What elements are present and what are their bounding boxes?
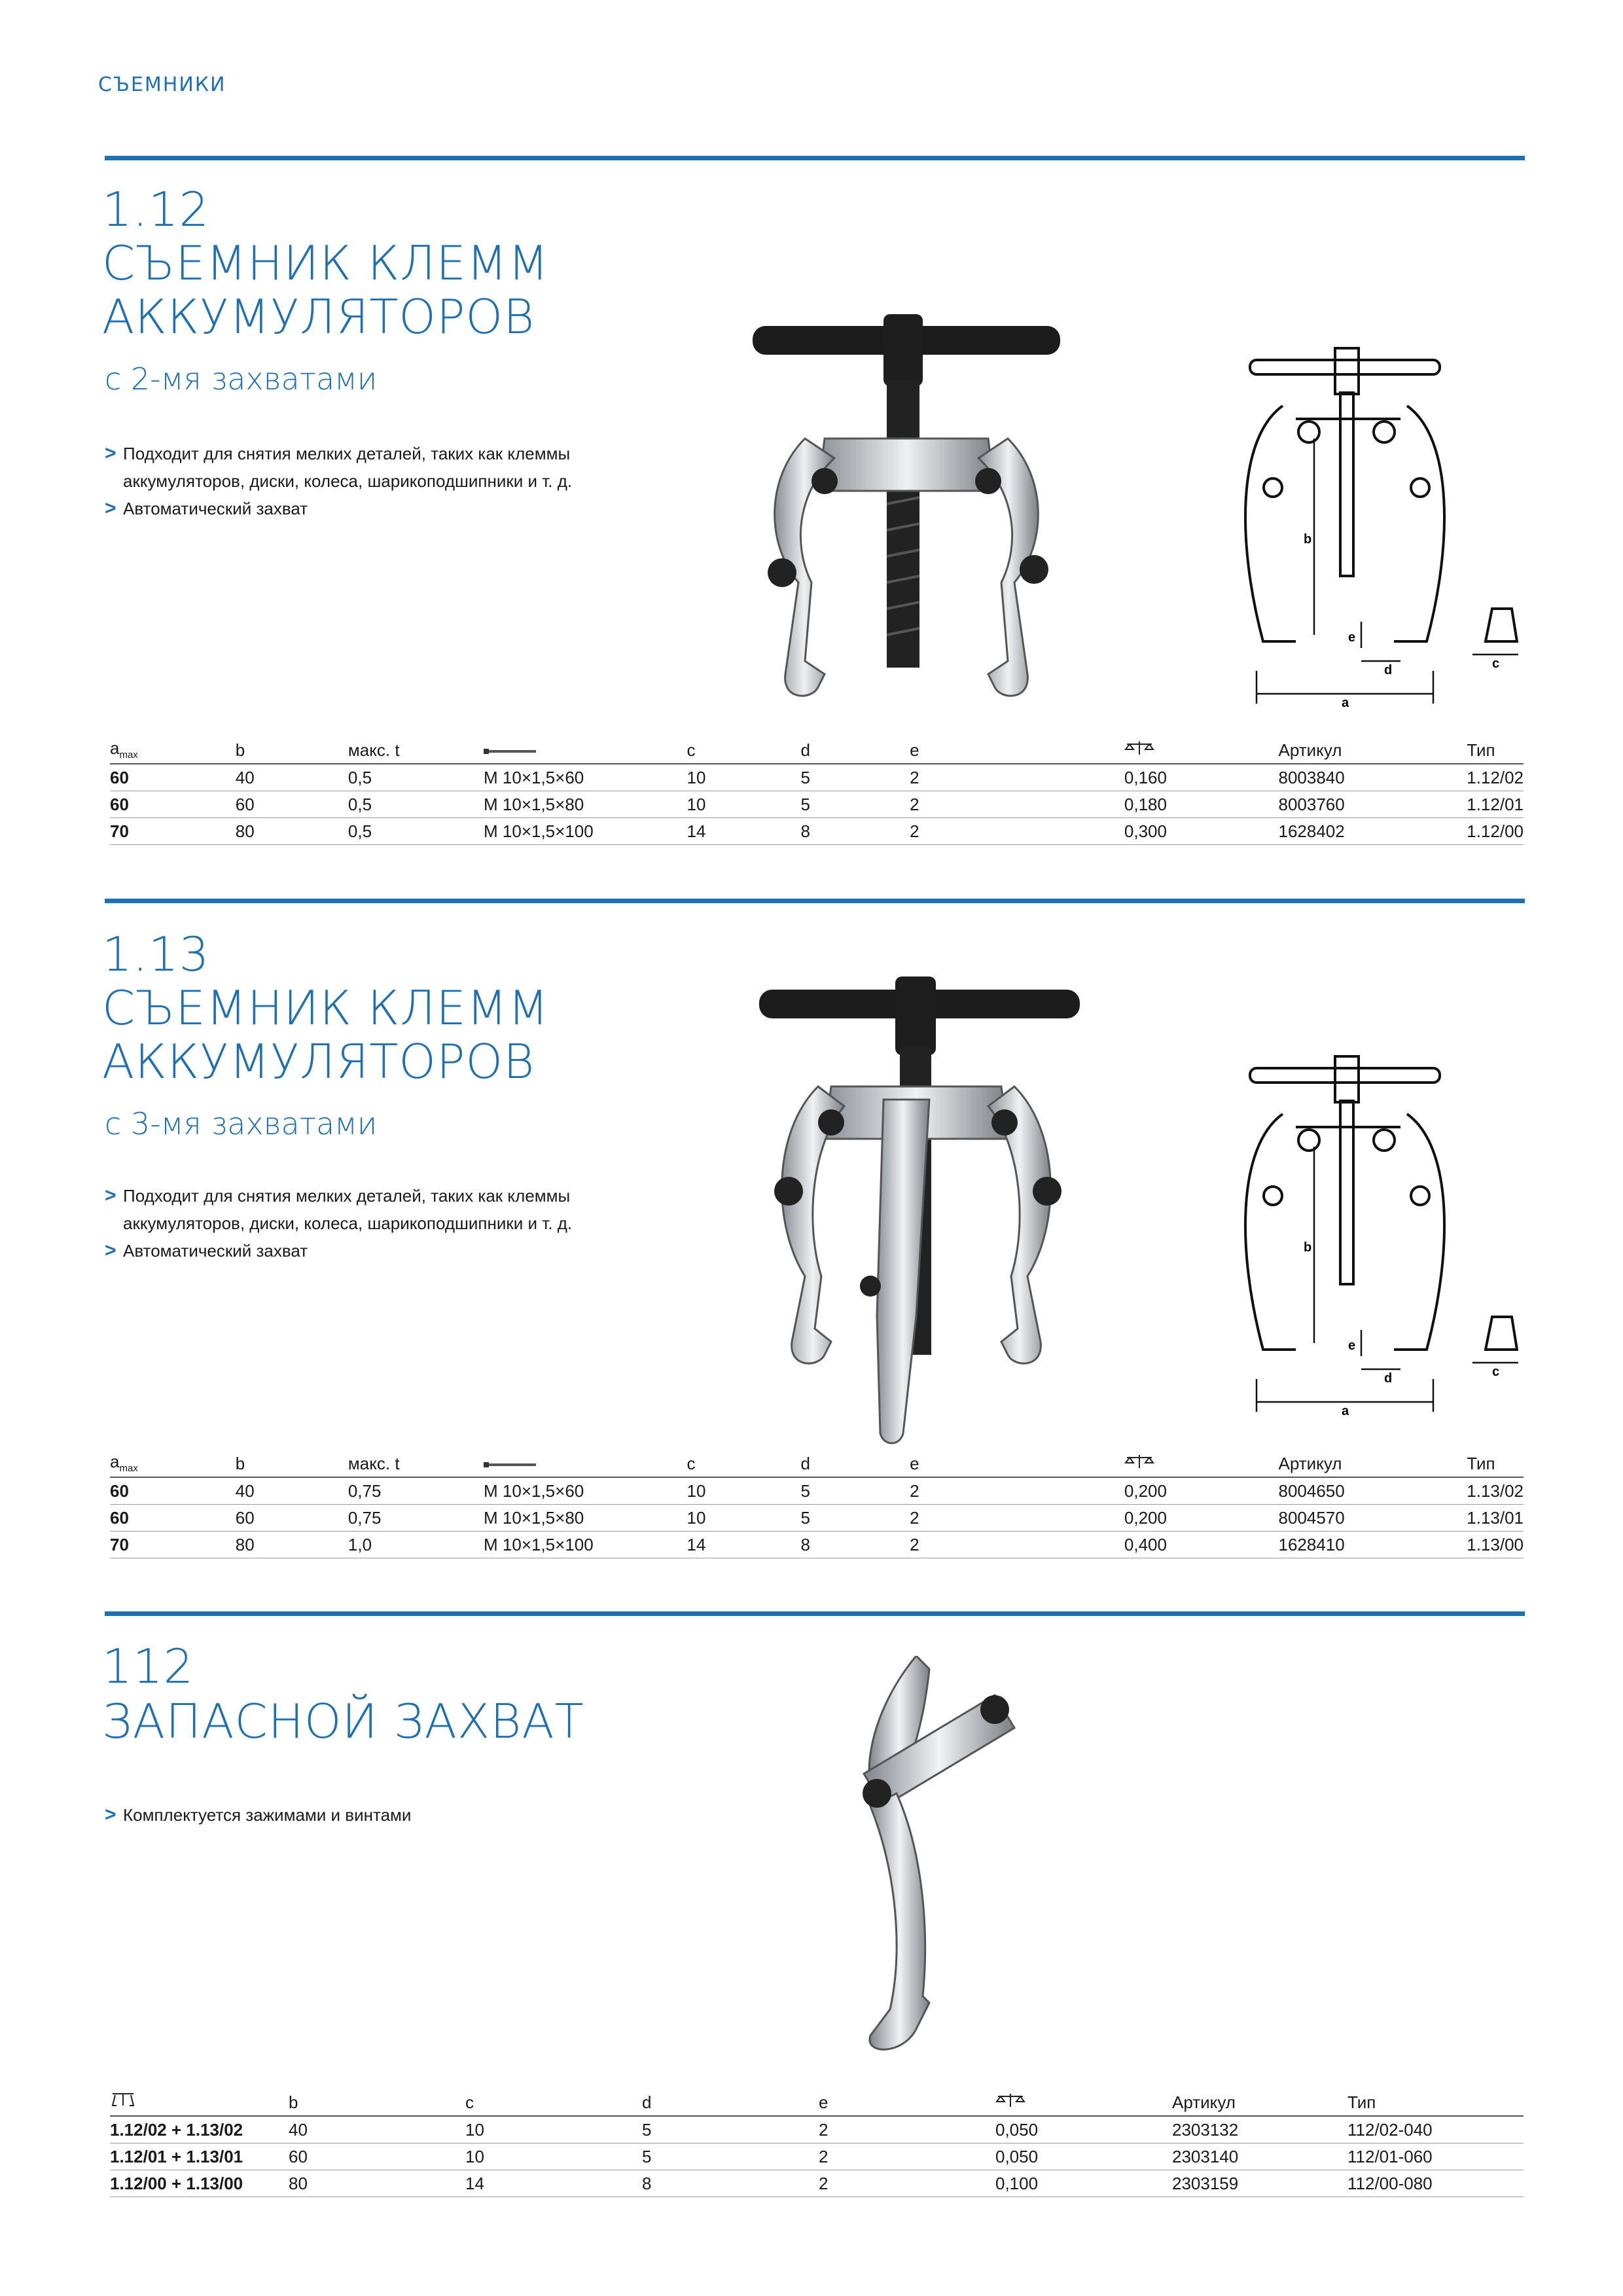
table-row: 1.12/01 + 1.13/01 60 10 5 2 0,050 2303140 112/01-060 xyxy=(110,2144,1524,2170)
scale-icon xyxy=(1124,1454,1154,1469)
col-header-b: b xyxy=(236,736,348,764)
col-header-article: Артикул xyxy=(1278,736,1467,764)
col-header-article: Артикул xyxy=(1172,2088,1347,2116)
col-header-type: Тип xyxy=(1347,2088,1524,2116)
section-subtitle: с 2-мя захватами xyxy=(105,361,378,397)
table-row: 60 60 0,5 M 10×1,5×80 10 5 2 0,180 8003760 1.12/01 xyxy=(110,791,1524,818)
arrow-icon: > xyxy=(105,442,116,464)
section-number: 1.13 xyxy=(102,927,210,982)
section-divider xyxy=(105,1611,1525,1616)
section-title-line2: АККУМУЛЯТОРОВ xyxy=(102,289,535,344)
puller-3-jaw-photo xyxy=(753,975,1093,1446)
table-header-row xyxy=(110,1449,1524,1477)
dim-label-e: e xyxy=(1348,1338,1356,1353)
section-title-line1: СЪЕМНИК КЛЕММ xyxy=(102,980,550,1035)
col-header-screw xyxy=(484,736,687,764)
section-tag: СЪЕМНИКИ xyxy=(98,73,226,96)
feature-item: > Подходит для снятия мелких деталей, таких как клеммы аккумуляторов, диски, колеса, шарикоподшипники и т. д. xyxy=(105,1182,602,1237)
section-subtitle: с 3-мя захватами xyxy=(105,1106,378,1141)
col-header-t: макс. t xyxy=(348,736,484,764)
col-header-type: Тип xyxy=(1467,1449,1524,1477)
puller-icon xyxy=(110,2091,136,2108)
dim-label-b: b xyxy=(1304,1240,1312,1255)
col-header-e: e xyxy=(910,1449,1124,1477)
table-row: 70 80 1,0 M 10×1,5×100 14 8 2 0,400 1628410 1.13/00 xyxy=(110,1532,1524,1558)
col-header-t: макс. t xyxy=(348,1449,484,1477)
col-header-c: c xyxy=(687,1449,801,1477)
col-header-b: b xyxy=(289,2088,465,2116)
table-row: 60 60 0,75 M 10×1,5×80 10 5 2 0,200 8004570 1.13/01 xyxy=(110,1505,1524,1532)
scale-icon xyxy=(995,2092,1026,2108)
section-title-line1: СЪЕМНИК КЛЕММ xyxy=(102,236,550,291)
col-header-screw xyxy=(484,1449,687,1477)
col-header-a: $a_{max}$ xyxy=(110,1449,236,1477)
col-header-weight xyxy=(1124,1449,1279,1477)
feature-item: > Подходит для снятия мелких деталей, таких как клеммы аккумуляторов, диски, колеса, шарикоподшипники и т. д. xyxy=(105,440,602,495)
col-header-fits xyxy=(110,2088,289,2116)
section-number: 112 xyxy=(102,1639,194,1694)
table-row: 60 40 0,5 M 10×1,5×60 10 5 2 0,160 8003840 1.12/02 xyxy=(110,764,1524,791)
section-divider xyxy=(105,899,1525,903)
dim-label-d: d xyxy=(1384,1371,1393,1386)
arrow-icon: > xyxy=(105,1185,116,1206)
col-header-d: d xyxy=(642,2088,819,2116)
section-title: ЗАПАСНОЙ ЗАХВАТ xyxy=(102,1694,584,1749)
col-header-c: c xyxy=(687,736,801,764)
feature-list xyxy=(105,1182,602,1265)
col-header-type: Тип xyxy=(1467,736,1524,764)
dim-label-c: c xyxy=(1492,1365,1500,1379)
col-header-e: e xyxy=(819,2088,995,2116)
dim-label-a: a xyxy=(1342,1404,1349,1418)
col-header-article: Артикул xyxy=(1278,1449,1467,1477)
table-row: 60 40 0,75 M 10×1,5×60 10 5 2 0,200 8004650 1.13/02 xyxy=(110,1477,1524,1505)
puller-2-jaw-photo xyxy=(726,308,1093,726)
feature-list xyxy=(105,1801,602,1829)
section-divider xyxy=(105,156,1525,160)
dim-label-d: d xyxy=(1384,663,1393,677)
table-row: 1.12/00 + 1.13/00 80 14 8 2 0,100 2303159 112/00-080 xyxy=(110,2170,1524,2197)
arrow-icon: > xyxy=(105,497,116,519)
table-header-row xyxy=(110,2088,1524,2116)
col-header-d: d xyxy=(801,1449,910,1477)
col-header-d: d xyxy=(801,736,910,764)
table-row: 70 80 0,5 M 10×1,5×100 14 8 2 0,300 1628402 1.12/00 xyxy=(110,818,1524,845)
scale-icon xyxy=(1124,740,1154,756)
col-header-b: b xyxy=(236,1449,348,1477)
col-header-weight xyxy=(995,2088,1172,2116)
puller-3-jaw-diagram xyxy=(1211,1055,1518,1422)
spec-table xyxy=(110,2088,1524,2197)
feature-item: > Автоматический захват xyxy=(105,1237,602,1265)
section-number: 1.12 xyxy=(102,182,210,237)
dim-label-a: a xyxy=(1342,696,1349,710)
dim-label-b: b xyxy=(1304,532,1312,547)
puller-2-jaw-diagram xyxy=(1211,347,1518,713)
dim-label-c: c xyxy=(1492,656,1500,671)
screw-icon xyxy=(484,1460,536,1469)
dim-label-e: e xyxy=(1348,630,1356,645)
arrow-icon: > xyxy=(105,1804,116,1825)
section-title-line2: АККУМУЛЯТОРОВ xyxy=(102,1034,535,1089)
screw-icon xyxy=(484,747,536,756)
col-header-c: c xyxy=(465,2088,642,2116)
table-header-row xyxy=(110,736,1524,764)
arrow-icon: > xyxy=(105,1240,116,1261)
feature-list xyxy=(105,440,602,522)
col-header-weight xyxy=(1124,736,1279,764)
feature-item: > Комплектуется зажимами и винтами xyxy=(105,1801,602,1829)
col-header-a: $a_{max}$ xyxy=(110,736,236,764)
table-row: 1.12/02 + 1.13/02 40 10 5 2 0,050 2303132 112/02-040 xyxy=(110,2116,1524,2144)
col-header-e: e xyxy=(910,736,1124,764)
feature-item: > Автоматический захват xyxy=(105,495,602,522)
spec-table xyxy=(110,1449,1524,1558)
spec-table xyxy=(110,736,1524,845)
spare-jaw-photo xyxy=(831,1656,1054,2062)
